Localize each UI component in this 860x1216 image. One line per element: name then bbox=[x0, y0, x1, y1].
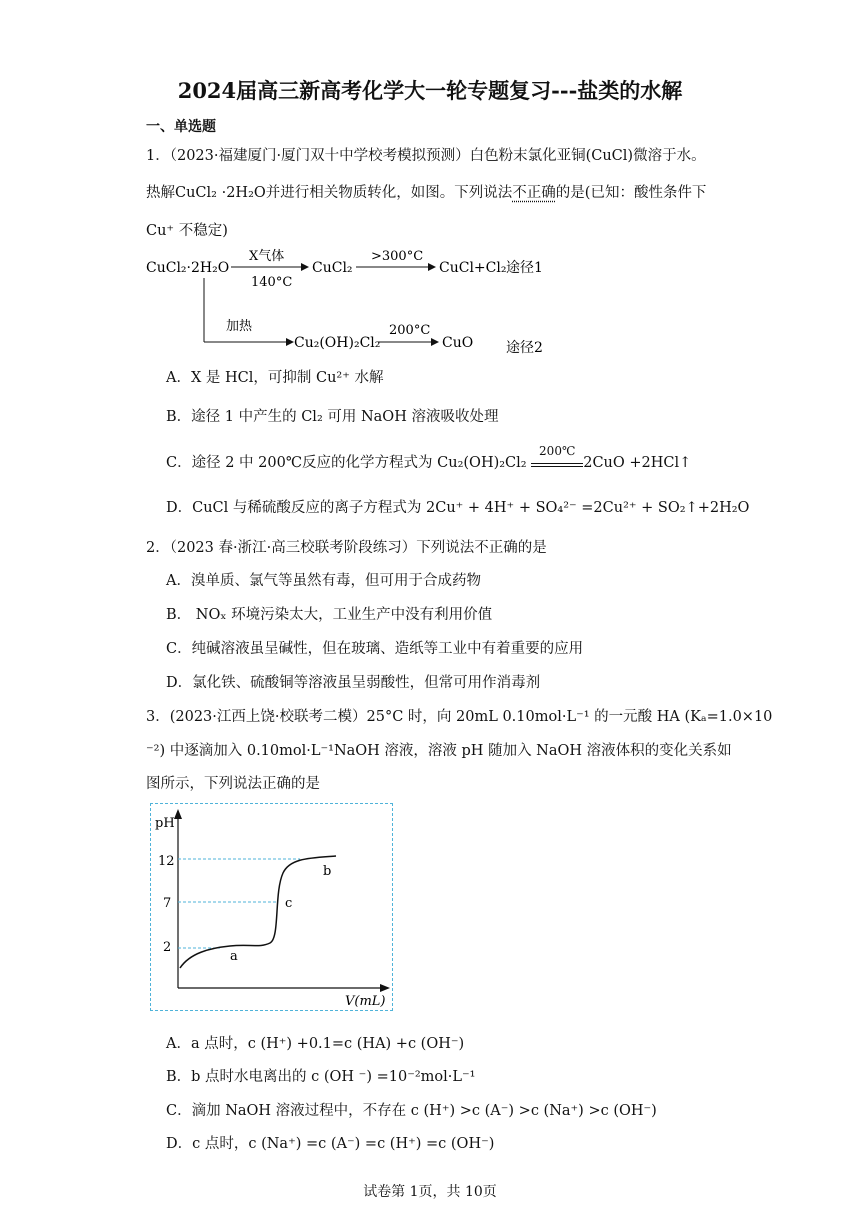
q2-option-a: A．溴单质、氯气等虽然有毒，但可用于合成药物 bbox=[166, 573, 481, 589]
diagram-mid1: CuCl₂ bbox=[312, 260, 353, 276]
y-tick-12: 12 bbox=[158, 854, 175, 869]
point-c-label: c bbox=[285, 896, 293, 911]
q1-line2e: 的是(已知：酸性条件下 bbox=[555, 185, 707, 201]
arrow3-head bbox=[431, 338, 439, 346]
diagram-route1: 途径1 bbox=[506, 260, 543, 276]
y-axis-arrow bbox=[174, 809, 182, 819]
page-footer: 试卷第 1页，共 10页 bbox=[363, 1184, 497, 1200]
diagram-route2: 途径2 bbox=[506, 340, 543, 356]
y-axis-label: pH bbox=[155, 816, 175, 831]
q1-option-b: B．途径 1 中产生的 Cl₂ 可用 NaOH 溶液吸收处理 bbox=[166, 409, 499, 425]
q3-line3: 图所示，下列说法正确的是 bbox=[146, 776, 320, 792]
q1-line2c: 并进行相关物质转化，如图。下列说法 bbox=[265, 185, 513, 201]
point-a-label: a bbox=[230, 949, 238, 964]
q2-stem: 2．（2023 春·浙江·高三校联考阶段练习）下列说法不正确的是 bbox=[146, 540, 547, 556]
q3-option-d: D．c 点时，c (Na⁺) =c (A⁻) =c (H⁺) =c (OH⁻) bbox=[166, 1136, 495, 1152]
q1-line1: 1．（2023·福建厦门·厦门双十中学校考模拟预测）白色粉末氯化亚铜(CuCl)微溶于水。 bbox=[146, 148, 706, 164]
q1-line2 bbox=[146, 181, 706, 202]
q1-emphasis: 不正确 bbox=[512, 185, 556, 201]
q3-line2: ⁻²) 中逐滴加入 0.10mol·L⁻¹NaOH 溶液，溶液 pH 随加入 NaOH 溶液体积的变化关系如 bbox=[146, 743, 732, 759]
diagram-heat: 加热 bbox=[226, 319, 253, 334]
section-heading: 一、单选题 bbox=[146, 119, 216, 135]
x-axis-arrow bbox=[380, 984, 390, 992]
q1-option-c bbox=[166, 444, 692, 472]
q1-formula: CuCl₂ ·2H₂O bbox=[175, 185, 266, 201]
q1-line3: Cu⁺ 不稳定) bbox=[146, 223, 228, 239]
diagram-arrow1-top: X气体 bbox=[249, 249, 285, 264]
diagram-arrow3-top: 200°C bbox=[389, 323, 431, 338]
diagram-start: CuCl₂·2H₂O bbox=[146, 260, 230, 276]
arrow1-head bbox=[301, 263, 309, 271]
q1-option-c-post: 2CuO +2HCl↑ bbox=[583, 455, 692, 471]
q3-option-c: C．滴加 NaOH 溶液过程中，不存在 c (H⁺) >c (A⁻) >c (Na⁺) >c (OH⁻) bbox=[166, 1103, 657, 1119]
q1-option-c-condition bbox=[531, 444, 583, 467]
x-axis-label: V(mL) bbox=[345, 994, 386, 1009]
q2-option-c: C．纯碱溶液虽呈碱性，但在玻璃、造纸等工业中有着重要的应用 bbox=[166, 641, 584, 657]
page-title: 2024届高三新高考化学大一轮专题复习---盐类的水解 bbox=[177, 78, 683, 103]
diagram-arrow1-bottom: 140°C bbox=[251, 275, 293, 290]
diagram-end1: CuCl+Cl₂ bbox=[439, 260, 507, 276]
diagram-mid2: Cu₂(OH)₂Cl₂ bbox=[294, 335, 381, 351]
reaction-diagram bbox=[146, 246, 566, 358]
q2-option-b: B． NOₓ 环境污染太大，工业生产中没有利用价值 bbox=[166, 607, 493, 623]
q1-option-c-pre: C．途径 2 中 200℃反应的化学方程式为 Cu₂(OH)₂Cl₂ bbox=[166, 455, 527, 471]
q3-line1: 3．(2023·江西上饶·校联考二模）25°C 时，向 20mL 0.10mol·L⁻¹ 的一元酸 HA (Kₐ=1.0×10 bbox=[146, 709, 773, 725]
branch-head bbox=[286, 338, 294, 346]
ph-titration-chart bbox=[150, 803, 393, 1011]
q1-line2a: 热解 bbox=[146, 185, 175, 201]
q1-option-a: A．X 是 HCl，可抑制 Cu²⁺ 水解 bbox=[166, 370, 384, 386]
point-b-label: b bbox=[323, 864, 332, 879]
q3-option-a: A．a 点时，c (H⁺) +0.1=c (HA) +c (OH⁻) bbox=[166, 1036, 465, 1052]
arrow2-head bbox=[428, 263, 436, 271]
q1-option-d: D．CuCl 与稀硫酸反应的离子方程式为 2Cu⁺ + 4H⁺ + SO₄²⁻ =2Cu²⁺ + SO₂↑+2H₂O bbox=[166, 500, 750, 516]
q3-option-b: B．b 点时水电离出的 c (OH ⁻) =10⁻²mol·L⁻¹ bbox=[166, 1069, 476, 1085]
diagram-arrow2-top: >300°C bbox=[371, 249, 424, 264]
titration-curve bbox=[180, 856, 336, 968]
diagram-end2: CuO bbox=[442, 335, 474, 351]
c-equals-sign bbox=[531, 463, 583, 467]
c-condition-text: 200℃ bbox=[539, 444, 576, 458]
q2-option-d: D．氯化铁、硫酸铜等溶液虽呈弱酸性，但常可用作消毒剂 bbox=[166, 675, 541, 691]
y-tick-2: 2 bbox=[163, 940, 172, 955]
y-tick-7: 7 bbox=[163, 896, 172, 911]
